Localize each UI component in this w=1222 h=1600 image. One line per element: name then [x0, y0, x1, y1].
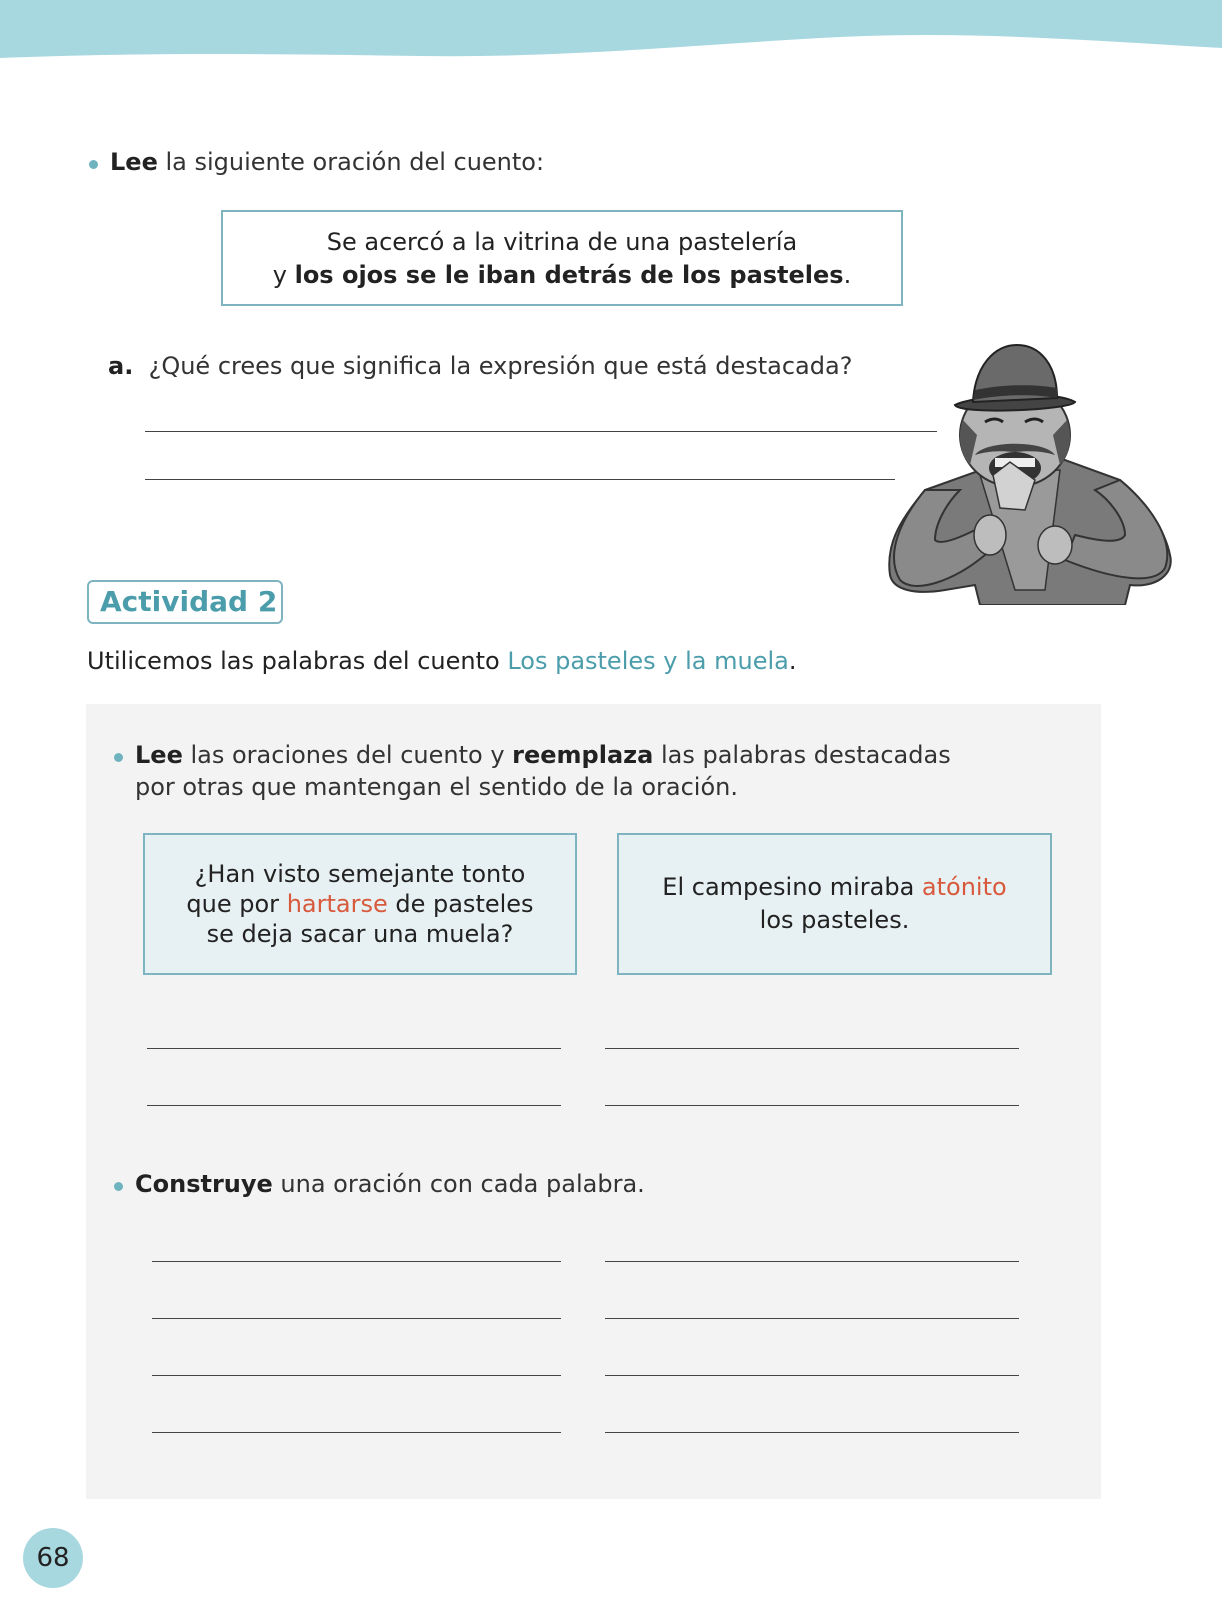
answer-line[interactable]	[605, 1048, 1019, 1049]
instruction-replace: Lee las oraciones del cuento y reemplaza las palabras destacadas	[135, 741, 951, 769]
instruction-read: Lee la siguiente oración del cuento:	[110, 148, 545, 176]
answer-line[interactable]	[147, 1105, 561, 1106]
answer-line[interactable]	[605, 1318, 1019, 1319]
question-a: a. ¿Qué crees que significa la expresión que está destacada?	[108, 352, 853, 380]
man-eating-pastry-illustration	[885, 340, 1180, 605]
quote-box	[221, 210, 903, 306]
answer-line[interactable]	[152, 1432, 561, 1433]
answer-line[interactable]	[147, 1048, 561, 1049]
answer-line[interactable]	[605, 1105, 1019, 1106]
bullet	[89, 160, 98, 169]
page-number: 68	[23, 1528, 83, 1588]
header-wave	[0, 0, 1222, 70]
answer-line[interactable]	[152, 1375, 561, 1376]
answer-line[interactable]	[605, 1432, 1019, 1433]
quote-line-2: y los ojos se le iban detrás de los pasteles.	[272, 261, 852, 289]
highlighted-expression: los ojos se le iban detrás de los pasteles	[294, 261, 844, 289]
instruction-replace-line-2: por otras que mantengan el sentido de la oración.	[135, 773, 738, 801]
sentence-box-2: El campesino miraba atónito los pasteles.	[617, 833, 1052, 975]
instruction-build: Construye una oración con cada palabra.	[135, 1170, 645, 1198]
answer-line[interactable]	[145, 479, 895, 480]
answer-line[interactable]	[605, 1375, 1019, 1376]
bullet	[114, 1182, 123, 1191]
bullet	[114, 753, 123, 762]
highlighted-word: atónito	[921, 873, 1007, 901]
answer-line[interactable]	[605, 1261, 1019, 1262]
activity-label: Actividad 2	[87, 580, 283, 624]
highlighted-word: hartarse	[286, 890, 388, 918]
answer-line[interactable]	[152, 1318, 561, 1319]
story-title: Los pasteles y la muela	[507, 647, 789, 675]
answer-line[interactable]	[145, 431, 937, 432]
exercise-panel	[86, 704, 1101, 1499]
answer-line[interactable]	[152, 1261, 561, 1262]
sentence-box-1: ¿Han visto semejante tonto que por hartarse de pasteles se deja sacar una muela?	[143, 833, 577, 975]
quote-line-1: Se acercó a la vitrina de una pastelería	[326, 228, 798, 256]
activity-intro: Utilicemos las palabras del cuento Los pasteles y la muela.	[87, 647, 797, 675]
